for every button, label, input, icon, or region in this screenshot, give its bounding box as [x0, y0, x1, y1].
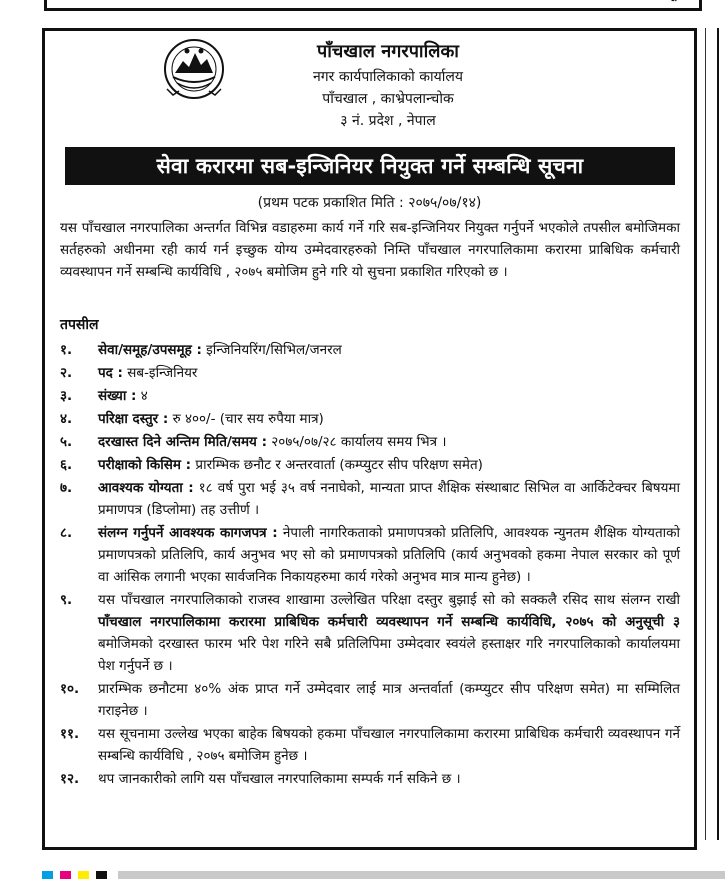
detail-item-lead: यस पाँचखाल नगरपालिकाको राजस्व शाखामा उल्लेखित परिक्षा दस्तुर बुझाई सो को सक्कलै रसिद साथ संलग्न राखी [98, 592, 680, 608]
details-list [60, 339, 680, 791]
detail-item-text [98, 431, 680, 453]
detail-item-label: पद : [98, 365, 123, 381]
municipality-emblem-icon [163, 37, 225, 101]
detail-item-text [98, 723, 680, 767]
detail-item-text [98, 408, 680, 430]
detail-item [60, 362, 680, 384]
detail-item-text [98, 477, 680, 521]
color-swatch-yellow [78, 871, 89, 879]
detail-item-text [98, 362, 680, 384]
office-line-location: पाँचखाल , काभ्रेपलान्चोक [322, 91, 454, 107]
detail-item [60, 768, 680, 790]
detail-item-value: नेपाली नागरिकताको प्रमाणपत्रको प्रतिलिपि, आवश्यक न्युनतम शैक्षिक योग्यताको प्रमाणपत्रको प्रतिलिपि, कार्य अनुभव भए सो को प्रमाणपत्रको प्रतिलिपि (कार्य अनुभवको हकमा नेपाल सरकार को पूर्ण वा आंसिक लगानी भएका सार्वजनिक निकायहरुमा कार्य गरेको अनुभव मात्र मान्य हुनेछ) । [98, 525, 681, 585]
detail-item-value: इन्जिनियरिंग/सिभिल/जनरल [201, 342, 342, 358]
detail-item-number: १२. [60, 771, 80, 787]
detail-item-number: ५. [60, 434, 73, 450]
detail-item-text [98, 678, 680, 722]
detail-item-number: १०. [60, 681, 80, 697]
previous-notice-text [448, 0, 691, 2]
detail-item [60, 723, 680, 767]
detail-item-number: ७. [60, 480, 73, 496]
notice-header [45, 31, 694, 137]
detail-item-value: रु ४००/- (चार सय रुपैया मात्र) [168, 411, 324, 427]
detail-item-value: १८ वर्ष पुरा भई ३५ वर्ष ननाघेको, मान्यता प्राप्त शैक्षिक संस्थाबाट सिभिल वा आर्किटेक्चर बिषयमा प्रमाणपत्र (डिप्लोमा) तह उत्तीर्ण । [98, 480, 680, 518]
detail-item-text [98, 522, 680, 588]
detail-item-label: संलग्न गर्नुपर्ने आवश्यक कागजपत्र : [98, 525, 278, 541]
detail-item-number: ३. [60, 388, 73, 404]
detail-item-value: यस सूचनामा उल्लेख भएका बाहेक बिषयको हकमा पाँचखाल नगरपालिकामा करारमा प्राबिधिक कर्मचारी व्यवस्थापन गर्ने सम्बन्धि कार्यविधि , २०७५ बमोजिम हुनेछ । [98, 726, 680, 764]
detail-item-number: ६. [60, 457, 73, 473]
detail-item-value: ४ [136, 388, 148, 404]
detail-item-value: प्रारम्भिक छनौट र अन्तरवार्ता (कम्प्युटर सीप परिक्षण समेत) [191, 457, 483, 473]
detail-item [60, 454, 680, 476]
detail-item-value: थप जानकारीको लागि यस पाँचखाल नगरपालिकामा सम्पर्क गर्न सकिने छ । [98, 771, 461, 787]
detail-item-number: ४. [60, 411, 73, 427]
detail-item-number: १. [60, 342, 73, 358]
detail-item-text [98, 385, 680, 407]
intro-paragraph: यस पाँचखाल नगरपालिका अन्तर्गत विभिन्न वडाहरुमा कार्य गर्ने गरि सब-इन्जिनियर नियुक्त गर्नुपर्ने भएकोले तपसील बमोजिमका सर्तहरुको अधीनमा रही कार्य गर्न इच्छुक योग्य उम्मेदवारहरुको निम्ति पाँचखाल नगरपालिकामा करारमा प्राबिधिक कर्मचारी व्यवस्थापन गर्ने सम्बन्धि कार्यविधि , २०७५ बमोजिम हुने गरि यो सुचना प्रकाशित गरिएको छ । [60, 220, 680, 280]
details-heading: तपसील [60, 317, 99, 333]
detail-item-number: २. [60, 365, 73, 381]
detail-item [60, 431, 680, 453]
detail-item-number: ८. [60, 525, 73, 541]
detail-item-text [98, 454, 680, 476]
detail-item-text [98, 589, 680, 677]
detail-item-label: आवश्यक योग्यता : [98, 480, 194, 496]
detail-item-label: पाँचखाल नगरपालिकामा करारमा प्राबिधिक कर्मचारी व्यवस्थापन गर्ने सम्बन्धि कार्यविधि, २०७५ को अनुसूची ३ [98, 614, 680, 630]
color-swatch-cyan [42, 871, 53, 879]
detail-item-label: परीक्षाको किसिम : [98, 457, 192, 473]
detail-item-value: २०७५/०७/२८ कार्यालय समय भित्र । [267, 434, 447, 450]
color-swatch-magenta [60, 871, 71, 879]
detail-item-label: संख्या : [98, 388, 137, 404]
detail-item-number: ९. [60, 592, 73, 608]
detail-item-text [98, 339, 680, 361]
office-line-executive: नगर कार्यपालिकाको कार्यालय [313, 69, 463, 85]
adjacent-column-border [705, 28, 719, 840]
detail-item [60, 408, 680, 430]
detail-item-label: सेवा/समूह/उपसमूह : [98, 342, 202, 358]
color-swatch-black [96, 871, 107, 879]
detail-item-number: ११. [60, 726, 80, 742]
detail-item-label: परिक्षा दस्तुर : [98, 411, 169, 427]
detail-item [60, 385, 680, 407]
detail-item [60, 522, 680, 588]
detail-item [60, 477, 680, 521]
detail-item-value: बमोजिमको दरखास्त फारम भरि पेश गरिने सबै प्रतिलिपिमा उम्मेदवार स्वयंले हस्ताक्षर गरि नगरपालिकाको कार्यालयमा पेश गर्नुपर्ने छ । [98, 636, 680, 674]
detail-item-value: सब-इन्जिनियर [122, 365, 198, 381]
detail-item-value: प्रारम्भिक छनौटमा ४०% अंक प्राप्त गर्ने उम्मेदवार लाई मात्र अन्तर्वार्ता (कम्प्युटर सीप परिक्षण समेत) मा सम्मिलित गराइनेछ । [98, 681, 680, 719]
published-date: (प्रथम पटक प्रकाशित मिति : २०७५/०७/१४) [257, 195, 482, 211]
previous-notice-fragment [44, 0, 702, 11]
notice-title: सेवा करारमा सब-इन्जिनियर नियुक्त गर्ने सम्बन्धि सूचना [156, 154, 584, 178]
detail-item-label: दरखास्त दिने अन्तिम मिति/समय : [98, 434, 267, 450]
notice-frame [42, 28, 697, 850]
notice-title-bar [65, 147, 675, 185]
detail-item-text [98, 768, 680, 790]
office-block [263, 39, 513, 133]
municipality-name: पाँचखाल नगरपालिका [317, 41, 459, 62]
detail-item [60, 589, 680, 677]
detail-item [60, 678, 680, 722]
print-gray-bar [118, 871, 725, 879]
office-line-province: ३ नं. प्रदेश , नेपाल [340, 113, 436, 129]
detail-item [60, 339, 680, 361]
